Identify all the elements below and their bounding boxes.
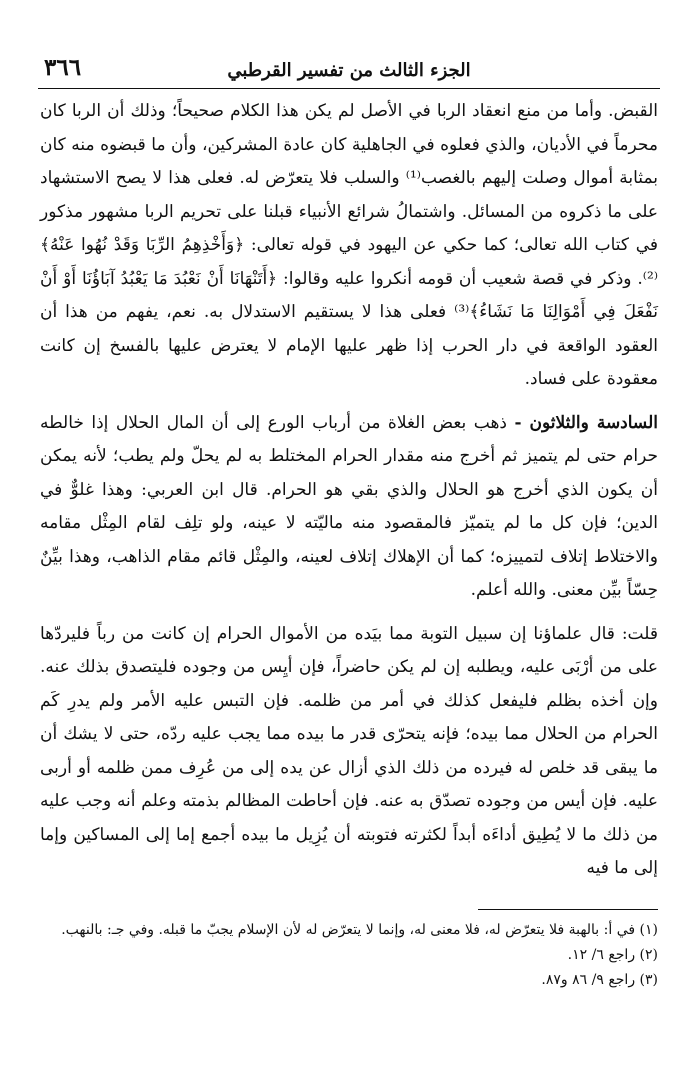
footnote-2: (٢) راجع ٦/ ١٢. [567, 947, 658, 963]
paragraph-3 [40, 618, 658, 886]
paragraph-1-text: القبض. وأما من منع انعقاد الربا في الأصل لم يكن هذا الكلام صحيحاً؛ وذلك أن الربا كان محرماً في الأديان، والذي فعلوه في الجاهلية كان عادة المشركين، وأن ما قبضوه منه كان بمثابة أموال وصلت إليهم بالغصب⁽¹⁾ والسلب فلا يتعرّض له. فعلى هذا لا يصح الاستشهاد على ما ذكروه من المسائل. واشتمالُ شرائع الأنبياء قبلنا على تحريم الربا مشهور مذكور في كتاب الله تعالى؛ كما حكي عن اليهود في قوله تعالى: ﴿وَأَخْذِهِمُ الرِّبَا وَقَدْ نُهُوا عَنْهُ﴾⁽²⁾. وذكر في قصة شعيب أن قومه أنكروا عليه وقالوا: ﴿أَتَنْهَانَا أَنْ نَعْبُدَ مَا يَعْبُدُ آبَاؤُنَا أَوْ أَنْ نَفْعَلَ فِي أَمْوَالِنَا مَا نَشَاءُ﴾⁽³⁾ فعلى هذا لا يستقيم الاستدلال به. نعم، يفهم من هذا أن العقود الواقعة في دار الحرب إذا ظهر عليها الإمام لا يعترض عليها بالفسخ إن كانت معقودة على فساد. [40, 101, 659, 389]
paragraph-3-text: قلت: قال علماؤنا إن سبيل التوبة مما بيَده من الأموال الحرام إن كانت من رباً فليردّها على من أرْبَى عليه، ويطلبه إن لم يكن حاضراً، فإن أيِس من وجوده فليتصدق بذلك عنه. وإن أخذه بظلم فليفعل كذلك في أمر من ظلمه. فإن التبس عليه الأمر ولم يدرِ كَم الحرام من الحلال مما بيده؛ فإنه يتحرّى قدر ما بيده مما يجب عليه ردّه، حتى لا يشك أن ما يبقى قد خلص له فيرده من ذلك الذي أزال عن يده إلى من عُرِف ممن ظلمه أو أربى عليه. فإن أيس من وجوده تصدّق به عنه. فإن أحاطت المظالم بذمته وعلم أنه وجب عليه من ذلك ما لا يُطِيق أداءَه أبداً لكثرته فتوبته أن يُزِيل ما بيده أجمع إما إلى المساكين وإما إلى ما فيه [40, 623, 658, 878]
page-header [38, 52, 660, 92]
paragraph-2-text: ذهب بعض الغلاة من أرباب الورع إلى أن المال الحلال إذا خالطه حرام حتى لم يتميز ثم أخرج منه مقدار الحرام المختلط به لم يحلّ ولم يطب؛ لأنه يمكن أن يكون الذي أخرج هو الحلال والذي بقي هو الحرام. قال ابن العربي: وهذا غلوٌّ في الدين؛ فإن كل ما لم يتميّز فالمقصود منه ماليّته لا عينه، ولو تلِف لقام المِثْل مقامه والاختلاط إتلاف لتمييزه؛ كما أن الإهلاك إتلاف لعينه، والمِثْل قائم مقام الذاهب، وهذا بيِّنٌ حِسّاً بيِّن معنى. والله أعلم. [40, 412, 658, 600]
running-title: الجزء الثالث من تفسير القرطبي [227, 60, 471, 81]
paragraph-2 [40, 407, 658, 608]
main-text [40, 95, 658, 886]
paragraph-gap [40, 397, 658, 407]
section-heading: السادسة والثلاثون - [514, 412, 658, 433]
paragraph-1 [40, 95, 658, 397]
footnote-1: (١) في أ: بالهبة فلا يتعرّض له، فلا معنى له، وإنما لا يتعرّض له لأن الإسلام يجبّ ما قبله. وفي جـ: بالنهب. [61, 922, 658, 938]
footnotes [40, 918, 658, 993]
paragraph-gap [40, 608, 658, 618]
header-rule [38, 88, 660, 89]
footnote-rule [478, 909, 658, 910]
footnote-3: (٣) راجع ٩/ ٨٦ و٨٧. [541, 972, 658, 988]
page-number: ٣٦٦ [44, 54, 82, 81]
